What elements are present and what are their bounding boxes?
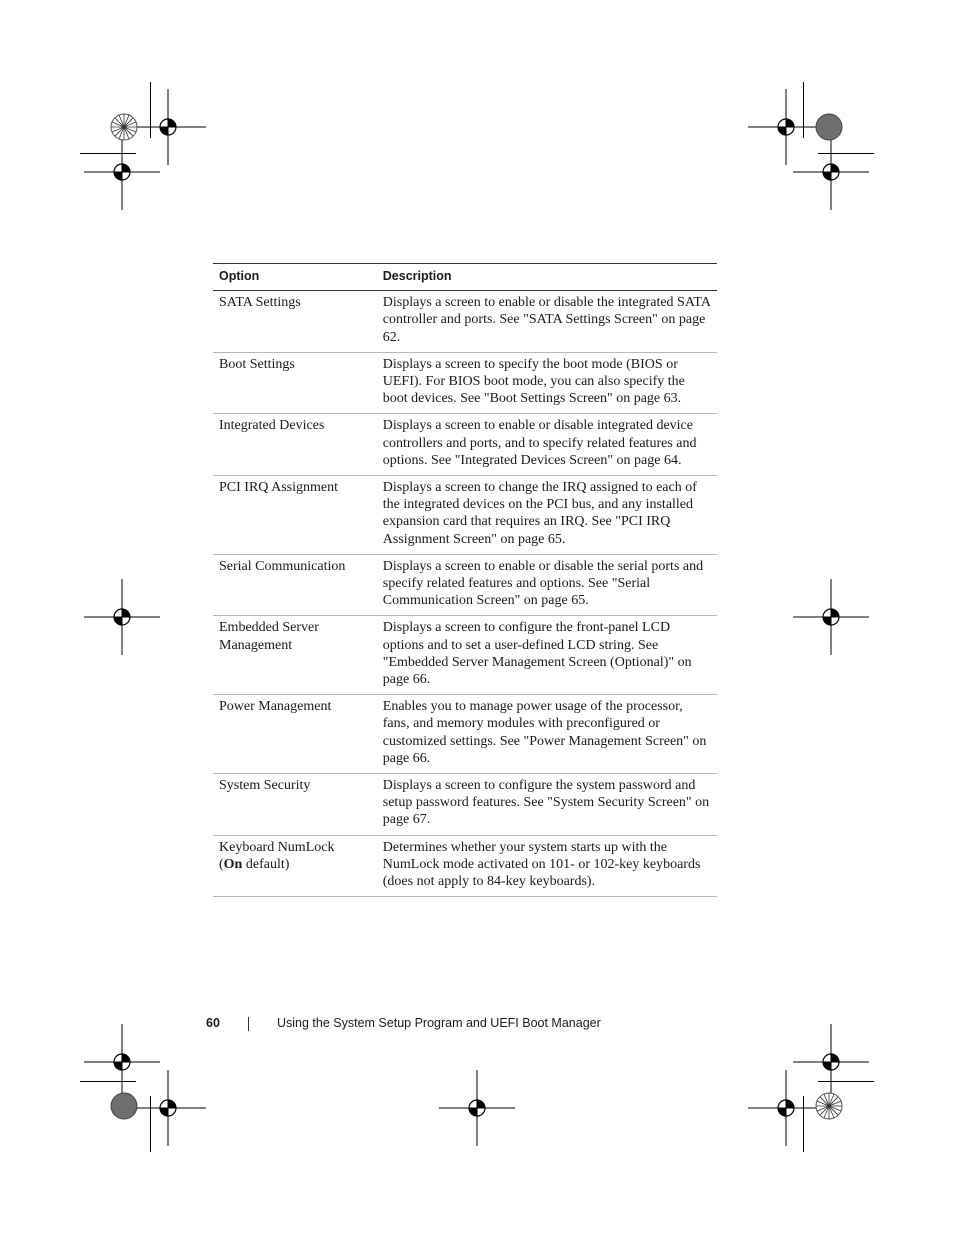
option-cell: SATA Settings bbox=[213, 291, 377, 353]
footer-separator bbox=[248, 1017, 249, 1031]
column-header-option: Option bbox=[213, 264, 377, 291]
setup-options-table bbox=[213, 263, 717, 897]
table-row bbox=[213, 352, 717, 414]
option-cell bbox=[213, 835, 377, 897]
table-row bbox=[213, 414, 717, 476]
option-cell: System Security bbox=[213, 774, 377, 836]
column-header-description: Description bbox=[377, 264, 717, 291]
option-cell: Power Management bbox=[213, 695, 377, 774]
description-cell: Displays a screen to change the IRQ assigned to each of the integrated devices on the PCI bus, and any installed expansion card that requires an IRQ. See "PCI IRQ Assignment Screen" on page 65. bbox=[377, 476, 717, 555]
description-cell: Displays a screen to configure the front-panel LCD options and to set a user-defined LCD string. See "Embedded Server Management Screen (Optional)" on page 66. bbox=[377, 616, 717, 695]
description-cell: Displays a screen to enable or disable the serial ports and specify related features and options. See "Serial Communication Screen" on page 65. bbox=[377, 554, 717, 616]
option-cell: Boot Settings bbox=[213, 352, 377, 414]
description-cell: Determines whether your system starts up with the NumLock mode activated on 101- or 102-key keyboards (does not apply to 84-key keyboards). bbox=[377, 835, 717, 897]
option-cell: PCI IRQ Assignment bbox=[213, 476, 377, 555]
table-row bbox=[213, 291, 717, 353]
description-cell: Displays a screen to enable or disable the integrated SATA controller and ports. See "SATA Settings Screen" on page 62. bbox=[377, 291, 717, 353]
table-row bbox=[213, 695, 717, 774]
running-title: Using the System Setup Program and UEFI Boot Manager bbox=[277, 1016, 601, 1030]
table-row bbox=[213, 835, 717, 897]
option-default-close: default) bbox=[242, 856, 290, 872]
table-row bbox=[213, 616, 717, 695]
option-cell: Integrated Devices bbox=[213, 414, 377, 476]
option-cell: Serial Communication bbox=[213, 554, 377, 616]
option-cell: Embedded Server Management bbox=[213, 616, 377, 695]
table-row bbox=[213, 774, 717, 836]
table-row bbox=[213, 554, 717, 616]
table-row bbox=[213, 476, 717, 555]
description-cell: Displays a screen to configure the system password and setup password features. See "System Security Screen" on page 67. bbox=[377, 774, 717, 836]
table-header-row bbox=[213, 264, 717, 291]
option-default-open: ( bbox=[219, 856, 224, 872]
description-cell: Displays a screen to specify the boot mode (BIOS or UEFI). For BIOS boot mode, you can also specify the boot devices. See "Boot Settings Screen" on page 63. bbox=[377, 352, 717, 414]
page-number: 60 bbox=[206, 1016, 220, 1030]
option-label: Keyboard NumLock bbox=[219, 839, 335, 855]
description-cell: Displays a screen to enable or disable integrated device controllers and ports, and to specify related features and options. See "Integrated Devices Screen" on page 64. bbox=[377, 414, 717, 476]
description-cell: Enables you to manage power usage of the processor, fans, and memory modules with preconfigured or customized settings. See "Power Management Screen" on page 66. bbox=[377, 695, 717, 774]
option-default-value: On bbox=[223, 856, 243, 872]
